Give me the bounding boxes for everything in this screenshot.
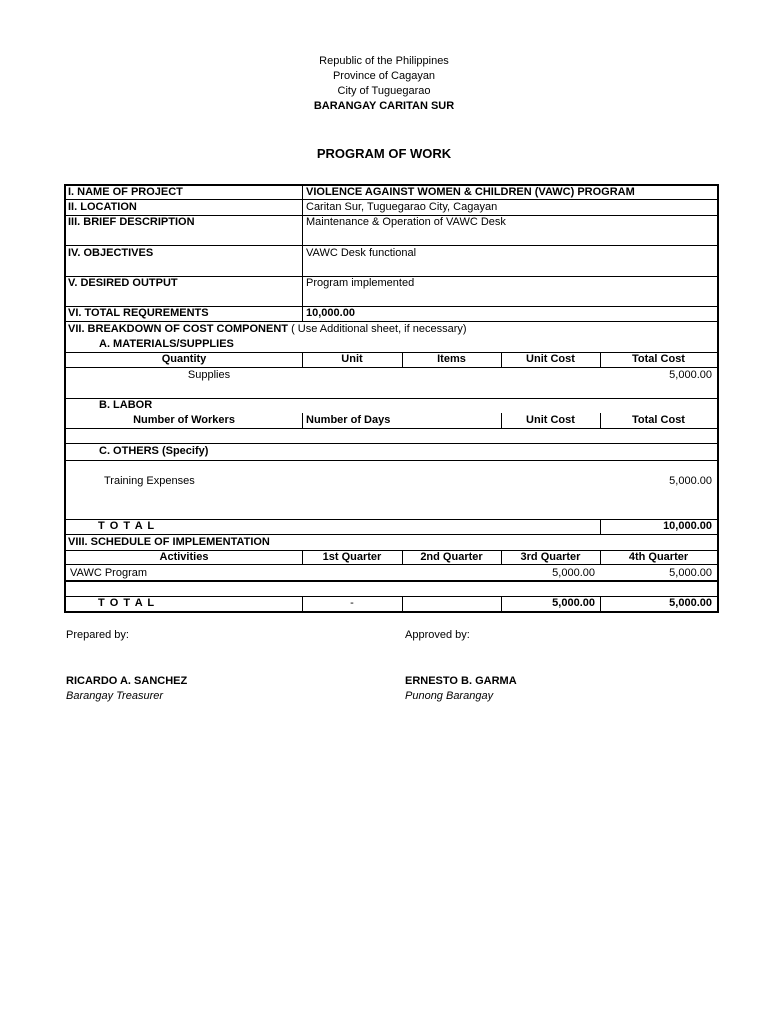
breakdown-label: VII. BREAKDOWN OF COST COMPONENT [68,323,288,335]
program-of-work-table [64,184,719,613]
materials-header-total-cost: Total Cost [632,353,685,365]
materials-header-quantity: Quantity [161,353,207,365]
objectives-label: IV. OBJECTIVES [68,247,154,259]
col-line [302,186,303,321]
header-barangay: BARANGAY CARITAN SUR [313,100,455,112]
location-label: II. LOCATION [68,201,137,213]
prepared-by-label: Prepared by: [66,629,129,641]
labor-label: B. LABOR [99,399,153,411]
schedule-header-q1: 1st Quarter [322,551,382,563]
row-line [66,245,717,246]
schedule-header-q4: 4th Quarter [628,551,689,563]
breakdown-total-label: T O T A L [98,520,156,532]
row-line [66,428,717,429]
schedule-header-q2: 2nd Quarter [420,551,483,563]
schedule-total-q1: - [350,597,354,609]
labor-header-workers: Number of Workers [133,414,235,426]
prepared-by-name: RICARDO A. SANCHEZ [66,675,188,687]
row-line [66,460,717,461]
materials-header-unit-cost: Unit Cost [526,353,575,365]
schedule-label: VIII. SCHEDULE OF IMPLEMENTATION [68,536,270,548]
brief-description-value: Maintenance & Operation of VAWC Desk [306,216,506,228]
materials-total: 5,000.00 [669,369,712,381]
schedule-total-q3: 5,000.00 [552,597,595,609]
labor-header-unit-cost: Unit Cost [526,414,575,426]
header-city: City of Tuguegarao [337,85,431,97]
others-item: Training Expenses [104,475,195,487]
col-line [302,413,303,428]
objectives-value: VAWC Desk functional [306,247,417,259]
total-requirements-label: VI. TOTAL REQUREMENTS [68,307,209,319]
breakdown-heading [68,323,467,336]
desired-output-value: Program implemented [306,277,415,289]
col-line [402,596,403,613]
header-country: Republic of the Philippines [319,55,449,67]
header-province: Province of Cagayan [332,70,436,82]
document-title: PROGRAM OF WORK [316,146,452,161]
approved-by-name: ERNESTO B. GARMA [405,675,517,687]
materials-label: A. MATERIALS/SUPPLIES [99,338,234,350]
desired-output-label: V. DESIRED OUTPUT [68,277,178,289]
schedule-header-q3: 3rd Quarter [520,551,581,563]
row-line [66,564,717,565]
row-line [66,580,717,582]
name-of-project-value: VIOLENCE AGAINST WOMEN & CHILDREN (VAWC) PROGRAM [306,186,635,198]
schedule-activity: VAWC Program [70,567,148,579]
approved-by-title: Punong Barangay [405,690,494,702]
brief-description-label: III. BRIEF DESCRIPTION [68,216,195,228]
schedule-total-q4: 5,000.00 [669,597,712,609]
row-line [66,398,717,399]
total-requirements-value: 10,000.00 [306,307,355,319]
materials-header-items: Items [437,353,466,365]
schedule-q4-value: 5,000.00 [669,567,712,579]
location-value: Caritan Sur, Tuguegarao City, Cagayan [306,201,498,213]
others-total: 5,000.00 [669,475,712,487]
schedule-header-activities: Activities [159,551,209,563]
others-label: C. OTHERS (Specify) [99,445,209,457]
row-line [66,199,717,200]
materials-item: Supplies [187,369,231,381]
approved-by-label: Approved by: [405,629,470,641]
name-of-project-label: I. NAME OF PROJECT [68,186,183,198]
prepared-by-title: Barangay Treasurer [66,690,164,702]
row-line [66,443,717,444]
row-line [66,534,717,535]
breakdown-total-value: 10,000.00 [663,520,712,532]
labor-header-total-cost: Total Cost [632,414,685,426]
materials-header-unit: Unit [341,353,363,365]
row-line [66,321,717,322]
labor-header-days: Number of Days [306,414,391,426]
row-line [66,367,717,368]
schedule-q3-value: 5,000.00 [552,567,595,579]
breakdown-note: ( Use Additional sheet, if necessary) [291,323,467,335]
schedule-total-label: T O T A L [98,597,156,609]
